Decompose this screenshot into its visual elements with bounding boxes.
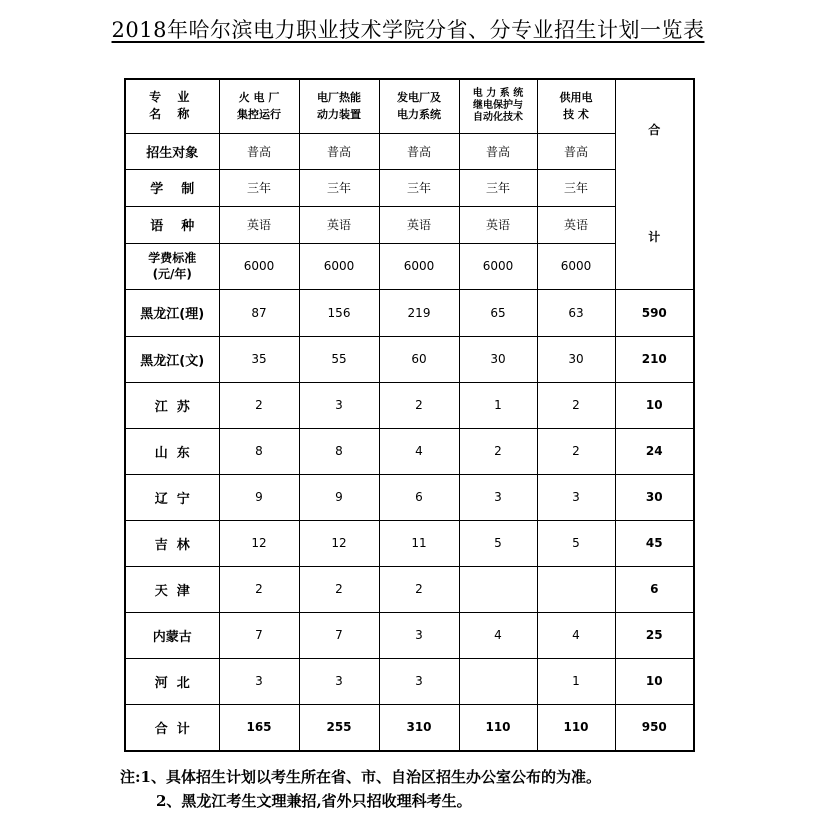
- table-cell: 8: [299, 428, 379, 474]
- table-row: [125, 336, 694, 382]
- notes: [120, 765, 601, 813]
- row-total-cell: 6: [615, 566, 694, 612]
- table-cell: 3: [379, 612, 459, 658]
- province-name: 河 北: [125, 658, 219, 704]
- table-cell: 2: [299, 566, 379, 612]
- sum-cell: 165: [219, 704, 299, 751]
- table-row: [125, 428, 694, 474]
- table-row: [125, 289, 694, 336]
- row-total-cell: 30: [615, 474, 694, 520]
- table-cell: 2: [537, 382, 615, 428]
- table-cell: 普高: [379, 133, 459, 169]
- row-label: 语 种: [125, 206, 219, 243]
- table-cell: 11: [379, 520, 459, 566]
- table-cell: [459, 566, 537, 612]
- province-name: 黑龙江(文): [125, 336, 219, 382]
- row-total-cell: 590: [615, 289, 694, 336]
- major-header: 电厂热能 动力装置: [299, 79, 379, 133]
- table-cell: 7: [299, 612, 379, 658]
- row-total-cell: 10: [615, 658, 694, 704]
- table-row: [125, 520, 694, 566]
- table-cell: 12: [299, 520, 379, 566]
- table-cell: 三年: [379, 169, 459, 206]
- province-name: 黑龙江(理): [125, 289, 219, 336]
- table-cell: 219: [379, 289, 459, 336]
- table-cell: 2: [219, 566, 299, 612]
- table-cell: 60: [379, 336, 459, 382]
- table-row: [125, 382, 694, 428]
- table-cell: 普高: [299, 133, 379, 169]
- province-name: 吉 林: [125, 520, 219, 566]
- table-cell: 3: [459, 474, 537, 520]
- table-cell: 英语: [219, 206, 299, 243]
- table-row: [125, 612, 694, 658]
- table-cell: 9: [299, 474, 379, 520]
- table-cell: [459, 658, 537, 704]
- table-cell: 6000: [379, 243, 459, 289]
- table-cell: 3: [379, 658, 459, 704]
- row-total-cell: 10: [615, 382, 694, 428]
- table-cell: 7: [219, 612, 299, 658]
- enrollment-plan-table: [124, 78, 695, 752]
- province-name: 山 东: [125, 428, 219, 474]
- province-name: 江 苏: [125, 382, 219, 428]
- header-row: [125, 79, 694, 133]
- info-row: [125, 169, 694, 206]
- sum-cell: 255: [299, 704, 379, 751]
- row-label: 合 计: [125, 704, 219, 751]
- table-cell: 英语: [299, 206, 379, 243]
- table-cell: 三年: [459, 169, 537, 206]
- table-cell: 5: [459, 520, 537, 566]
- info-row: [125, 243, 694, 289]
- grand-total-cell: 950: [615, 704, 694, 751]
- major-header: 供用电 技 术: [537, 79, 615, 133]
- province-name: 辽 宁: [125, 474, 219, 520]
- table-cell: 63: [537, 289, 615, 336]
- sum-cell: 110: [459, 704, 537, 751]
- table-row: [125, 566, 694, 612]
- row-total-cell: 210: [615, 336, 694, 382]
- table-cell: 55: [299, 336, 379, 382]
- table-cell: 普高: [537, 133, 615, 169]
- table-cell: 4: [459, 612, 537, 658]
- table-cell: 6000: [459, 243, 537, 289]
- row-total-cell: 24: [615, 428, 694, 474]
- table-cell: 1: [459, 382, 537, 428]
- table-cell: 英语: [459, 206, 537, 243]
- table-cell: 3: [299, 658, 379, 704]
- row-label: 招生对象: [125, 133, 219, 169]
- table-cell: 2: [379, 382, 459, 428]
- table-cell: 英语: [537, 206, 615, 243]
- table-cell: 6000: [219, 243, 299, 289]
- table-cell: 3: [299, 382, 379, 428]
- major-header: 发电厂及 电力系统: [379, 79, 459, 133]
- table-row: [125, 658, 694, 704]
- table-cell: 9: [219, 474, 299, 520]
- province-name: 天 津: [125, 566, 219, 612]
- table-cell: 普高: [219, 133, 299, 169]
- sum-cell: 110: [537, 704, 615, 751]
- table-row: [125, 474, 694, 520]
- row-total-cell: 45: [615, 520, 694, 566]
- table-cell: 87: [219, 289, 299, 336]
- table-cell: 6000: [537, 243, 615, 289]
- table-cell: 2: [459, 428, 537, 474]
- note-1: 注:1、具体招生计划以考生所在省、市、自治区招生办公室公布的为准。: [120, 768, 601, 786]
- table-cell: 4: [379, 428, 459, 474]
- province-name: 内蒙古: [125, 612, 219, 658]
- info-row: [125, 133, 694, 169]
- table-cell: 156: [299, 289, 379, 336]
- table-cell: 1: [537, 658, 615, 704]
- row-label: 学 制: [125, 169, 219, 206]
- table-cell: 12: [219, 520, 299, 566]
- table-cell: 6000: [299, 243, 379, 289]
- note-2: 2、黑龙江考生文理兼招,省外只招收理科考生。: [156, 792, 472, 810]
- table-cell: 30: [459, 336, 537, 382]
- sum-cell: 310: [379, 704, 459, 751]
- table-cell: 2: [537, 428, 615, 474]
- table-cell: 三年: [299, 169, 379, 206]
- total-header: 合 计: [615, 79, 694, 289]
- table-cell: 5: [537, 520, 615, 566]
- table-cell: 三年: [537, 169, 615, 206]
- table-cell: [537, 566, 615, 612]
- table-cell: 2: [219, 382, 299, 428]
- sum-row: [125, 704, 694, 751]
- table-cell: 4: [537, 612, 615, 658]
- major-header: 火 电 厂 集控运行: [219, 79, 299, 133]
- major-header: 电 力 系 统 继电保护与 自动化技术: [459, 79, 537, 133]
- table-cell: 65: [459, 289, 537, 336]
- table-cell: 30: [537, 336, 615, 382]
- page-title: 2018年哈尔滨电力职业技术学院分省、分专业招生计划一览表: [111, 18, 705, 42]
- table-cell: 3: [219, 658, 299, 704]
- info-row: [125, 206, 694, 243]
- table-cell: 普高: [459, 133, 537, 169]
- table-cell: 三年: [219, 169, 299, 206]
- table-cell: 8: [219, 428, 299, 474]
- table-cell: 2: [379, 566, 459, 612]
- table-cell: 3: [537, 474, 615, 520]
- major-name-header: 专 业 名 称: [125, 79, 219, 133]
- row-label: 学费标准 (元/年): [125, 243, 219, 289]
- row-total-cell: 25: [615, 612, 694, 658]
- table-cell: 英语: [379, 206, 459, 243]
- table-cell: 35: [219, 336, 299, 382]
- table-cell: 6: [379, 474, 459, 520]
